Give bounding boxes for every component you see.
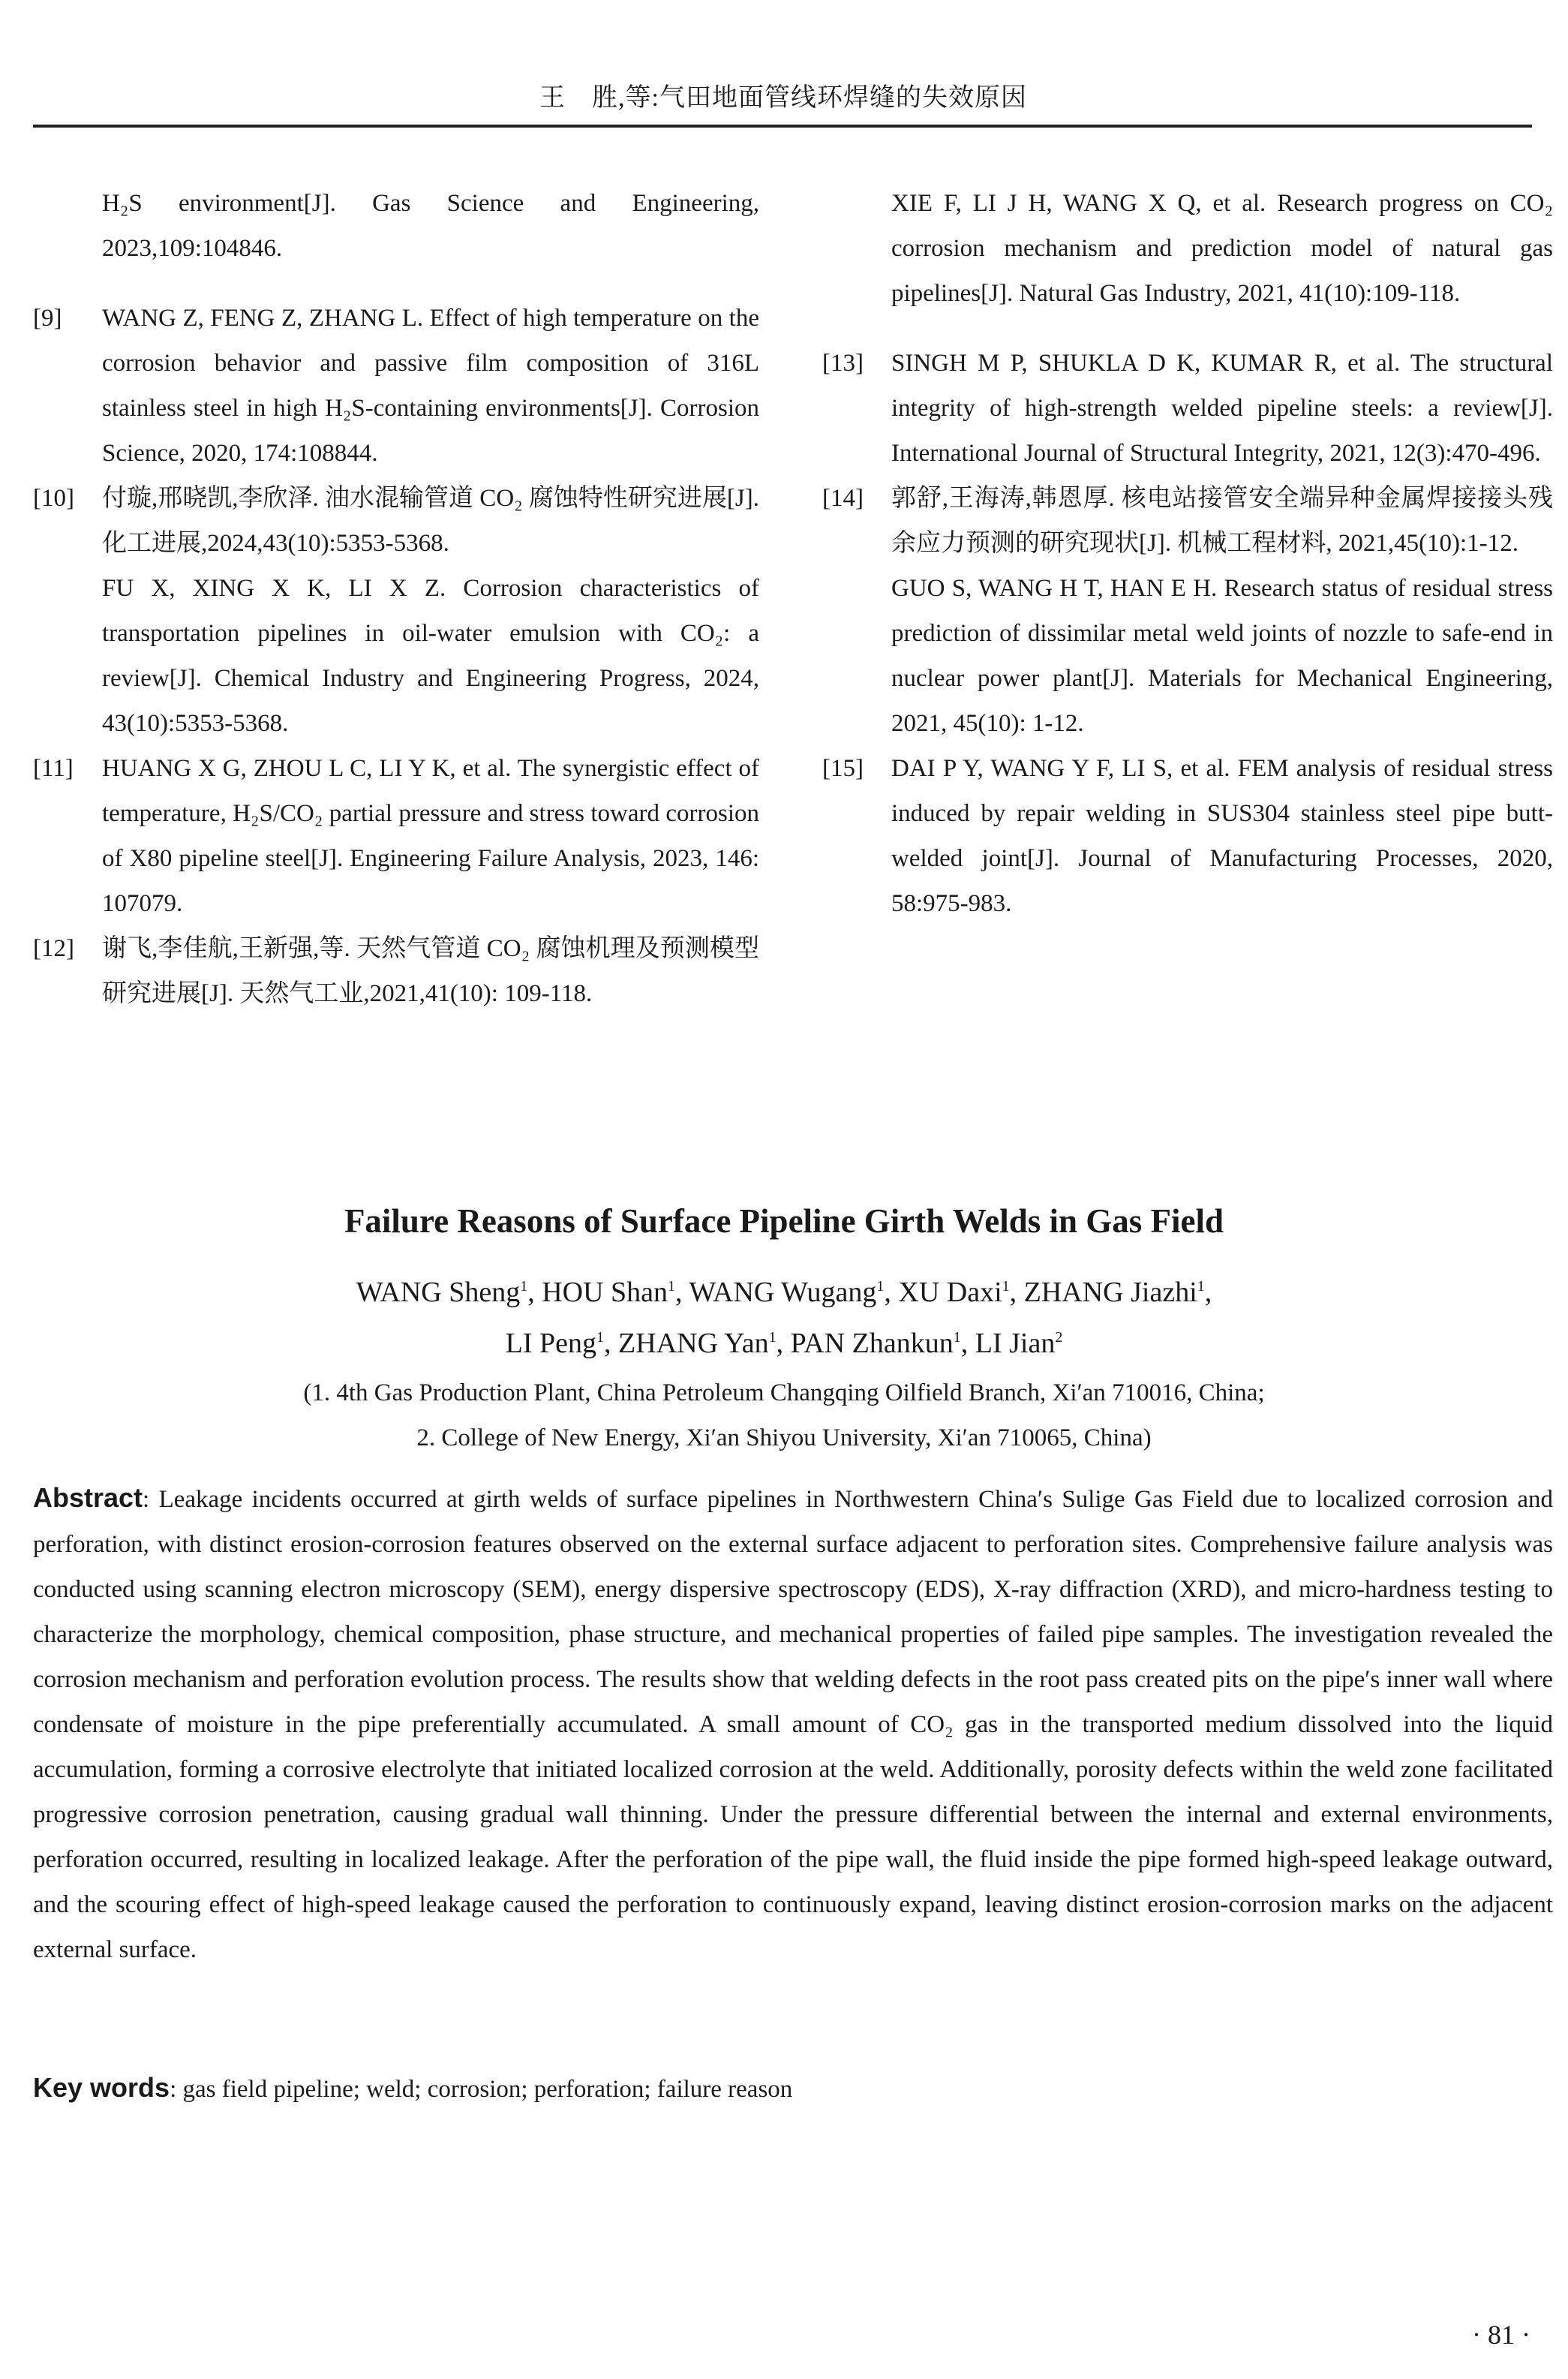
- author-line-2: [0, 1318, 1568, 1369]
- reference-text: H₂S environment[J]. Gas Science and Engineering, 2023,109:104846.: [102, 190, 759, 262]
- reference-entry: [822, 341, 1553, 476]
- affiliations: [0, 1370, 1568, 1460]
- running-header: 王 胜,等:气田地面管线环焊缝的失效原因: [539, 84, 1027, 112]
- author-line-1: [0, 1267, 1568, 1318]
- references-left-column: [33, 156, 759, 1016]
- reference-entry: [33, 926, 759, 1016]
- reference-text: HUANG X G, ZHOU L C, LI Y K, et al. The synergistic effect of temperature, H₂S/CO₂ partial pressure and stress toward corrosion of X80 pipeline steel[J]. Engineering Failure Analysis, 2023, 146: 107079.: [102, 755, 759, 917]
- reference-text: 谢飞,李佳航,王新强,等. 天然气管道 CO₂ 腐蚀机理及预测模型研究进展[J]. 天然气工业,2021,41(10): 109-118.: [102, 935, 759, 1007]
- reference-entry: [33, 296, 759, 476]
- author-separator: ,: [884, 1277, 899, 1308]
- reference-entry: [33, 476, 759, 746]
- author-name: ZHANG Jiazhi: [1023, 1277, 1197, 1308]
- author-name: WANG Wugang: [689, 1277, 877, 1308]
- author-name: HOU Shan: [542, 1277, 668, 1308]
- reference-number: [14]: [822, 485, 864, 512]
- author-affiliation-mark: 1: [596, 1329, 605, 1346]
- author-separator: ,: [776, 1328, 791, 1359]
- author-separator: ,: [1009, 1277, 1024, 1308]
- reference-text: GUO S, WANG H T, HAN E H. Research status of residual stress prediction of dissimilar metal weld joints of nozzle to safe-end in nuclear power plant[J]. Materials for Mechanical Engineering, 2021, 45(10): 1-12.: [891, 575, 1553, 737]
- author-affiliation-mark: 1: [1002, 1278, 1010, 1295]
- author-affiliation-mark: 1: [953, 1329, 961, 1346]
- author-affiliation-mark: 2: [1055, 1329, 1063, 1346]
- reference-entry: [822, 181, 1553, 316]
- author-affiliation-mark: 1: [1197, 1278, 1205, 1295]
- keywords-label: Key words: [33, 2072, 170, 2103]
- author-affiliation-mark: 1: [768, 1329, 776, 1346]
- author-affiliation-mark: 1: [520, 1278, 528, 1295]
- page-number: · 81 ·: [1472, 2320, 1530, 2350]
- author-separator: ,: [675, 1277, 689, 1308]
- reference-text: FU X, XING X K, LI X Z. Corrosion characteristics of transportation pipelines in oil-water emulsion with CO₂: a review[J]. Chemical Industry and Engineering Progress, 2024, 43(10):5353-5368.: [102, 575, 759, 737]
- author-name: LI Peng: [505, 1328, 597, 1359]
- reference-text: WANG Z, FENG Z, ZHANG L. Effect of high temperature on the corrosion behavior and passive film composition of 316L stainless steel in high H₂S-containing environments[J]. Corrosion Science, 2020, 174:108844.: [102, 305, 759, 467]
- english-title: Failure Reasons of Surface Pipeline Girth Welds in Gas Field: [344, 1202, 1224, 1240]
- reference-text: SINGH M P, SHUKLA D K, KUMAR R, et al. The structural integrity of high-strength welded pipeline steels: a review[J]. International Journal of Structural Integrity, 2021, 12(3):470-496.: [891, 350, 1553, 467]
- abstract: [33, 1475, 1553, 1972]
- reference-number: [9]: [33, 305, 62, 332]
- reference-text: 付璇,邢晓凯,李欣泽. 油水混输管道 CO₂ 腐蚀特性研究进展[J]. 化工进展,2024,43(10):5353-5368.: [102, 485, 759, 557]
- reference-number: [10]: [33, 485, 74, 512]
- author-list: [0, 1267, 1568, 1369]
- reference-number: [12]: [33, 935, 74, 962]
- reference-text: XIE F, LI J H, WANG X Q, et al. Research progress on CO₂ corrosion mechanism and prediction model of natural gas pipelines[J]. Natural Gas Industry, 2021, 41(10):109-118.: [891, 190, 1553, 307]
- reference-entry: [822, 746, 1553, 926]
- reference-entry: [33, 181, 759, 271]
- author-name: PAN Zhankun: [790, 1328, 954, 1359]
- abstract-colon: :: [143, 1486, 159, 1513]
- author-separator: ,: [960, 1328, 975, 1359]
- author-affiliation-mark: 1: [876, 1278, 885, 1295]
- author-separator: ,: [527, 1277, 542, 1308]
- references-right-column: [822, 156, 1553, 926]
- reference-entry: [822, 476, 1553, 746]
- author-name: LI Jian: [975, 1328, 1056, 1359]
- keywords-colon: :: [170, 2076, 183, 2103]
- reference-number: [11]: [33, 755, 74, 782]
- author-separator: ,: [604, 1328, 619, 1359]
- affiliation-2: 2. College of New Energy, Xi′an Shiyou University, Xi′an 710065, China): [416, 1424, 1152, 1451]
- author-name: XU Daxi: [898, 1277, 1002, 1308]
- reference-entry: [33, 746, 759, 926]
- reference-text: DAI P Y, WANG Y F, LI S, et al. FEM analysis of residual stress induced by repair welding in SUS304 stainless steel pipe butt-welded joint[J]. Journal of Manufacturing Processes, 2020, 58:975-983.: [891, 755, 1553, 917]
- header-rule: [33, 125, 1532, 128]
- abstract-text: Leakage incidents occurred at girth welds of surface pipelines in Northwestern China′s Sulige Gas Field due to localized corrosion and perforation, with distinct erosion-corrosion features observed on the external surface adjacent to perforation sites. Comprehensive failure analysis was conducted using scanning electron microscopy (SEM), energy dispersive spectroscopy (EDS), X-ray diffraction (XRD), and micro-hardness testing to characterize the morphology, chemical composition, phase structure, and mechanical properties of failed pipe samples. The investigation revealed the corrosion mechanism and perforation evolution process. The results show that welding defects in the root pass created pits on the pipe′s inner wall where condensate of moisture in the pipe preferentially accumulated. A small amount of CO₂ gas in the transported medium dissolved into the liquid accumulation, forming a corrosive electrolyte that initiated localized corrosion at the weld. Additionally, porosity defects within the weld zone facilitated progressive corrosion penetration, causing gradual wall thinning. Under the pressure differential between the internal and external environments, perforation occurred, resulting in localized leakage. After the perforation of the pipe wall, the fluid inside the pipe formed high-speed leakage outward, and the scouring effect of high-speed leakage caused the perforation to continuously expand, leaving distinct erosion-corrosion marks on the adjacent external surface.: [33, 1486, 1554, 1963]
- author-affiliation-mark: 1: [668, 1278, 676, 1295]
- keywords: [33, 2065, 1553, 2112]
- author-separator: ,: [1204, 1277, 1212, 1308]
- affiliation-1: (1. 4th Gas Production Plant, China Petroleum Changqing Oilfield Branch, Xi′an 710016, China;: [303, 1379, 1265, 1406]
- author-name: ZHANG Yan: [618, 1328, 769, 1359]
- reference-number: [15]: [822, 755, 864, 782]
- keywords-text: gas field pipeline; weld; corrosion; perforation; failure reason: [182, 2076, 793, 2103]
- reference-text: 郭舒,王海涛,韩恩厚. 核电站接管安全端异种金属焊接接头残余应力预测的研究现状[J]. 机械工程材料, 2021,45(10):1-12.: [891, 485, 1553, 557]
- abstract-label: Abstract: [33, 1482, 143, 1513]
- author-name: WANG Sheng: [356, 1277, 521, 1308]
- reference-number: [13]: [822, 350, 864, 377]
